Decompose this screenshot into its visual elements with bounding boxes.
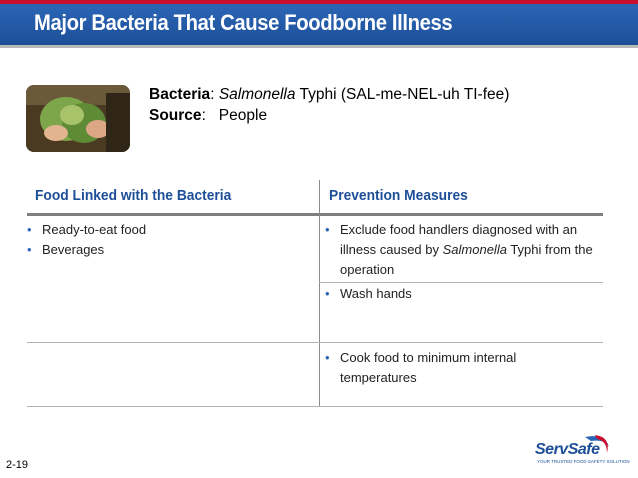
source-value: People (218, 107, 268, 124)
col-header-food: Food Linked with the Bacteria (35, 187, 232, 204)
prevention-item-1: • Exclude food handlers diagnosed with an illness caused by Salmonella Typhi from the operation (325, 222, 593, 277)
header-rule (27, 213, 603, 216)
inner-divider (319, 282, 603, 283)
page-number: 2-19 (6, 459, 29, 471)
col-header-prevention: Prevention Measures (329, 187, 468, 204)
logo-brand: ServSafe (535, 441, 600, 458)
bacteria-line: Bacteria: Salmonella Typhi (SAL-me-NEL-uh TI-fee) (149, 86, 510, 103)
logo-tagline: YOUR TRUSTED FOOD SAFETY SOLUTION (537, 459, 630, 464)
prevention-item-3: • Cook food to minimum internal temperatures (325, 350, 517, 385)
title-banner (0, 4, 638, 45)
food-list (27, 220, 307, 260)
bacteria-species: Typhi (SAL-me-NEL-uh TI-fee) (295, 86, 510, 103)
column-divider (319, 180, 320, 407)
servsafe-logo (535, 433, 630, 469)
source-line: Source: People (149, 107, 268, 124)
table-bottom-rule (27, 406, 603, 407)
row-divider (27, 342, 603, 343)
bacteria-info (149, 84, 509, 126)
slide-title: Major Bacteria That Cause Foodborne Illness (34, 10, 453, 35)
list-item: • Ready-to-eat food (27, 222, 147, 237)
bacteria-label: Bacteria (149, 86, 211, 103)
prevention-item-2: • Wash hands (325, 286, 412, 301)
lettuce-hands-image (26, 85, 130, 152)
food-handler-photo (26, 85, 130, 152)
list-item: • Beverages (27, 242, 105, 257)
bacteria-genus: Salmonella (218, 86, 296, 103)
source-label: Source (149, 107, 202, 124)
title-underline (0, 45, 638, 48)
